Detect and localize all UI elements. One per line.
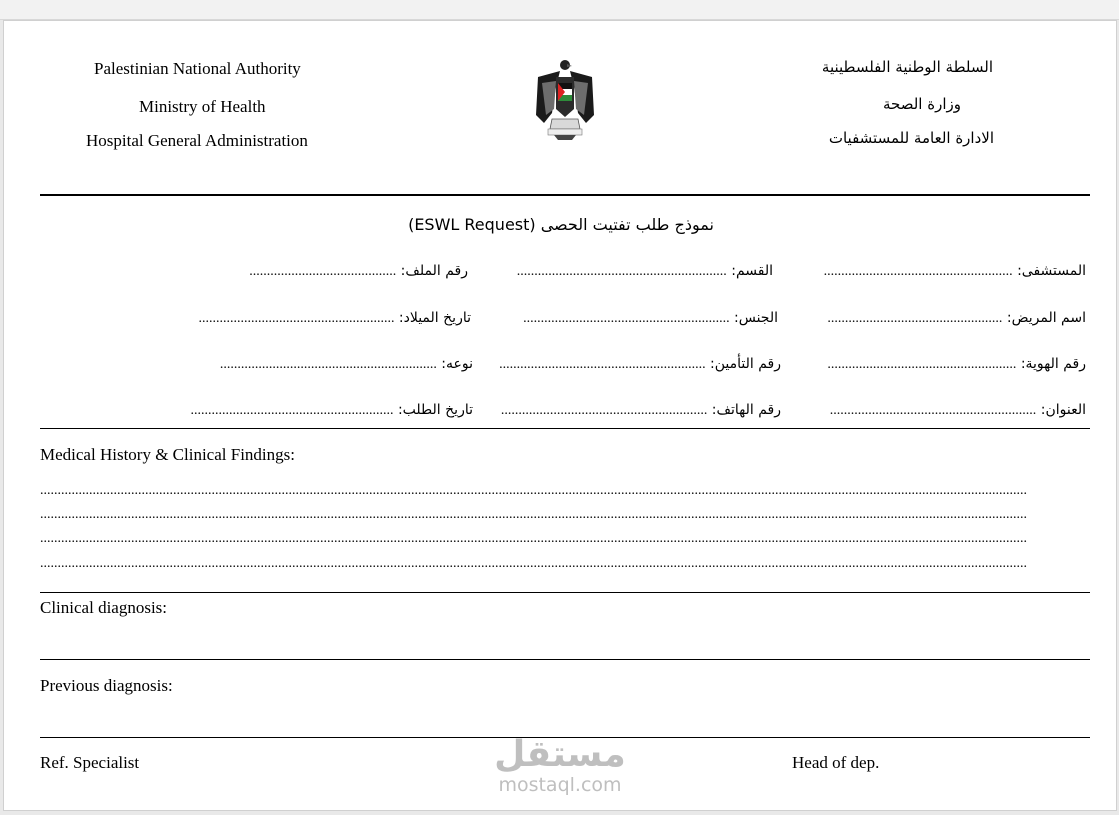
history-line-4[interactable]: .......................................................................................................................................................................................................................................................................................... bbox=[40, 556, 1027, 571]
window-top-bar bbox=[0, 0, 1119, 20]
field-insurance-number-dots[interactable]: ........................................................... bbox=[499, 357, 706, 372]
field-insurance-number-label: رقم التأمين: bbox=[710, 356, 781, 372]
field-request-date-dots[interactable]: .......................................................... bbox=[190, 403, 394, 418]
head-of-dep-label: Head of dep. bbox=[792, 753, 880, 772]
field-hospital bbox=[824, 263, 1086, 280]
history-line-2[interactable]: .......................................................................................................................................................................................................................................................................................... bbox=[40, 507, 1027, 522]
field-id-number-label: رقم الهوية: bbox=[1020, 356, 1086, 372]
field-id-number bbox=[827, 356, 1086, 373]
field-request-date-label: تاريخ الطلب: bbox=[397, 402, 473, 418]
field-department-dots[interactable]: ............................................................ bbox=[516, 264, 727, 279]
medical-history-label: Medical History & Clinical Findings: bbox=[40, 445, 295, 464]
mostaql-watermark bbox=[490, 735, 630, 795]
field-phone-label: رقم الهاتف: bbox=[711, 402, 781, 418]
history-line-3[interactable]: .......................................................................................................................................................................................................................................................................................... bbox=[40, 531, 1027, 546]
header-en-administration: Hospital General Administration bbox=[86, 131, 308, 150]
field-hospital-label: المستشفى: bbox=[1017, 263, 1086, 279]
header-ar-administration: الادارة العامة للمستشفيات bbox=[828, 129, 994, 147]
field-address-label: العنوان: bbox=[1040, 402, 1086, 418]
field-file-number bbox=[249, 263, 468, 280]
form-title: نموذج طلب تفتيت الحصى (ESWL Request) bbox=[408, 215, 714, 234]
clinical-divider bbox=[40, 659, 1090, 660]
field-gender bbox=[523, 310, 778, 327]
field-address-dots[interactable]: ........................................................... bbox=[829, 403, 1037, 418]
header-en-authority: Palestinian National Authority bbox=[94, 59, 301, 78]
header-en-ministry: Ministry of Health bbox=[139, 97, 266, 116]
field-request-date bbox=[191, 402, 474, 419]
palestinian-eagle-emblem-icon bbox=[534, 57, 596, 141]
header-ar-ministry: وزارة الصحة bbox=[883, 95, 961, 113]
field-patient-name-label: اسم المريض: bbox=[1006, 310, 1086, 326]
watermark-latin: mostaql.com bbox=[498, 774, 622, 796]
fields-divider bbox=[40, 428, 1090, 429]
ref-specialist-label: Ref. Specialist bbox=[40, 753, 140, 772]
field-birth-date-label: تاريخ الميلاد: bbox=[398, 310, 471, 326]
field-gender-dots[interactable]: ........................................................... bbox=[523, 311, 730, 326]
field-hospital-dots[interactable]: ...................................................... bbox=[823, 264, 1013, 279]
field-patient-name bbox=[827, 310, 1086, 327]
field-birth-date-dots[interactable]: ........................................................ bbox=[198, 311, 395, 326]
watermark-arabic: مستقل bbox=[494, 734, 626, 775]
clinical-diagnosis-label: Clinical diagnosis: bbox=[40, 598, 168, 617]
history-divider bbox=[40, 592, 1090, 593]
field-address bbox=[830, 402, 1086, 419]
field-department bbox=[517, 263, 773, 280]
field-file-number-label: رقم الملف: bbox=[400, 263, 468, 279]
previous-diagnosis-label: Previous diagnosis: bbox=[40, 676, 173, 695]
history-line-1[interactable]: .......................................................................................................................................................................................................................................................................................... bbox=[40, 483, 1027, 498]
field-file-number-dots[interactable]: .......................................... bbox=[249, 264, 397, 279]
field-department-label: القسم: bbox=[731, 263, 773, 279]
field-gender-label: الجنس: bbox=[734, 310, 778, 326]
field-insurance-type-dots[interactable]: .............................................................. bbox=[219, 357, 437, 372]
field-insurance-number bbox=[499, 356, 781, 373]
field-patient-name-dots[interactable]: .................................................. bbox=[827, 311, 1003, 326]
field-insurance-type-label: نوعه: bbox=[441, 356, 473, 372]
header-ar-authority: السلطة الوطنية الفلسطينية bbox=[821, 58, 993, 76]
document-page bbox=[3, 20, 1117, 811]
field-birth-date bbox=[198, 310, 471, 327]
field-phone-dots[interactable]: ........................................................... bbox=[500, 403, 708, 418]
field-insurance-type bbox=[220, 356, 473, 373]
field-id-number-dots[interactable]: ...................................................... bbox=[827, 357, 1017, 372]
field-phone bbox=[501, 402, 781, 419]
header-divider bbox=[40, 194, 1090, 196]
